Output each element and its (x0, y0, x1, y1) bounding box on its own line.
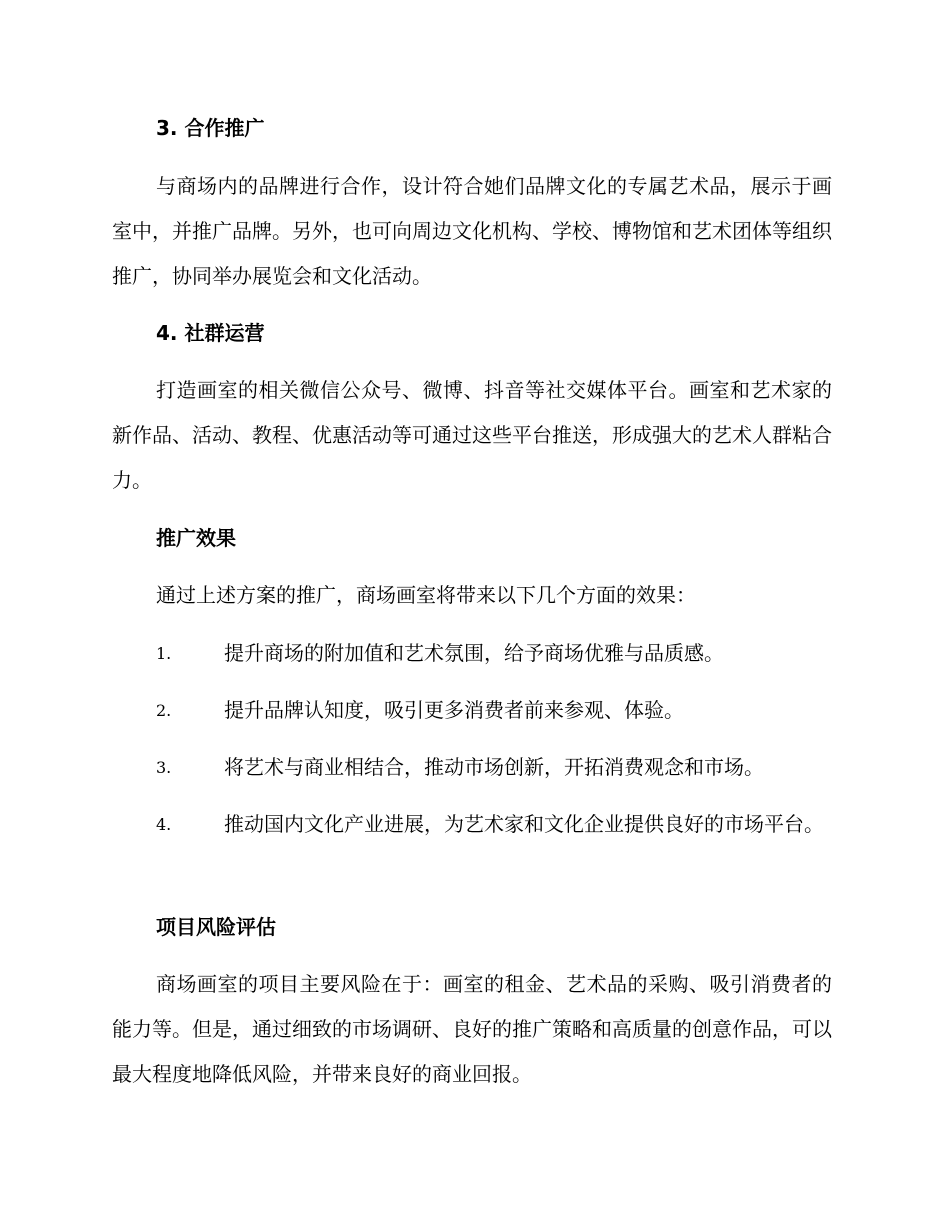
list-item-text: 将艺术与商业相结合，推动市场创新，开拓消费观念和市场。 (224, 755, 764, 779)
section-heading-cooperation: 3. 合作推广 (156, 116, 265, 140)
paragraph-risk: 商场画室的项目主要风险在于：画室的租金、艺术品的采购、吸引消费者的能力等。但是，通过细致的市场调研、良好的推广策略和高质量的创意作品，可以最大程度地降低风险，并带来良好的商业回报。 (112, 972, 832, 1086)
section-heading-community: 4. 社群运营 (156, 321, 265, 345)
list-item (112, 688, 832, 733)
list-item (112, 745, 832, 790)
list-item-number: 1. (156, 644, 172, 663)
list-item (112, 802, 832, 847)
list-item-text: 推动国内文化产业进展，为艺术家和文化企业提供良好的市场平台。 (224, 812, 824, 836)
paragraph-effects-intro: 通过上述方案的推广，商场画室将带来以下几个方面的效果： (156, 583, 696, 607)
paragraph-community: 打造画室的相关微信公众号、微博、抖音等社交媒体平台。画室和艺术家的新作品、活动、教程、优惠活动等可通过这些平台推送，形成强大的艺术人群粘合力。 (112, 378, 832, 492)
list-item-text: 提升商场的附加值和艺术氛围，给予商场优雅与品质感。 (224, 641, 724, 665)
list-item-number: 2. (156, 701, 172, 720)
paragraph-cooperation: 与商场内的品牌进行合作，设计符合她们品牌文化的专属艺术品，展示于画室中，并推广品牌。另外，也可向周边文化机构、学校、博物馆和艺术团体等组织推广，协同举办展览会和文化活动。 (112, 174, 832, 288)
list-item-text: 提升品牌认知度，吸引更多消费者前来参观、体验。 (224, 698, 684, 722)
section-heading-effects: 推广效果 (156, 526, 236, 550)
section-heading-risk: 项目风险评估 (156, 915, 276, 939)
list-item-number: 3. (156, 758, 172, 777)
list-item-number: 4. (156, 815, 172, 834)
list-item (112, 631, 832, 676)
